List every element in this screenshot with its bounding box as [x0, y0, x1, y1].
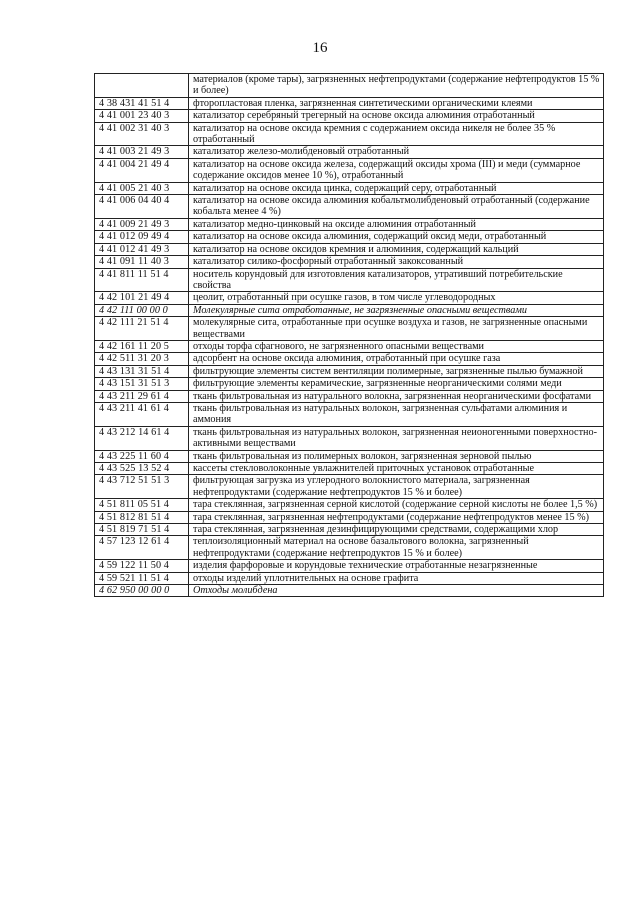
waste-description-cell: тара стеклянная, загрязненная серной кислотой (содержание серной кислоты не более 1,5 %): [189, 499, 604, 511]
waste-description-cell: отходы торфа сфагнового, не загрязненного опасными веществами: [189, 340, 604, 352]
waste-description-cell: материалов (кроме тары), загрязненных нефтепродуктами (содержание нефтепродуктов 15 % и более): [189, 74, 604, 98]
waste-description-cell: катализатор на основе оксида железа, содержащий оксиды хрома (III) и меди (суммарное содержание оксидов менее 10 %), отработанный: [189, 158, 604, 182]
waste-code-cell: 4 41 001 23 40 3: [95, 110, 189, 122]
table-row: [95, 353, 604, 365]
waste-code-cell: 4 38 431 41 51 4: [95, 97, 189, 109]
waste-code-cell: 4 43 131 31 51 4: [95, 365, 189, 377]
waste-description-cell: кассеты стекловолоконные увлажнителей приточных установок отработанные: [189, 463, 604, 475]
waste-code-cell: 4 41 012 09 49 4: [95, 231, 189, 243]
table-row: [95, 340, 604, 352]
waste-description-cell: тара стеклянная, загрязненная нефтепродуктами (содержание нефтепродуктов менее 15 %): [189, 511, 604, 523]
waste-description-cell: ткань фильтровальная из натуральных волокон, загрязненная неионогенными поверхностно-активными веществами: [189, 426, 604, 450]
table-row: [95, 426, 604, 450]
table-row: [95, 317, 604, 341]
table-row: [95, 97, 604, 109]
waste-description-cell: фторопластовая пленка, загрязненная синтетическими органическими клеями: [189, 97, 604, 109]
table-row: [95, 256, 604, 268]
waste-classification-table: [94, 73, 604, 597]
waste-code-cell: 4 62 950 00 00 0: [95, 585, 189, 597]
waste-code-cell: 4 59 122 11 50 4: [95, 560, 189, 572]
waste-code-cell: 4 43 225 11 60 4: [95, 450, 189, 462]
waste-description-cell: тара стеклянная, загрязненная дезинфицирующими средствами, содержащими хлор: [189, 524, 604, 536]
page-number: 16: [312, 40, 328, 56]
waste-description-cell: катализатор силико-фосфорный отработанный закоксованный: [189, 256, 604, 268]
waste-description-cell: адсорбент на основе оксида алюминия, отработанный при осушке газа: [189, 353, 604, 365]
waste-code-cell: 4 43 151 31 51 3: [95, 378, 189, 390]
table-row: [95, 146, 604, 158]
waste-description-cell: ткань фильтровальная из полимерных волокон, загрязненная зерновой пылью: [189, 450, 604, 462]
waste-code-cell: 4 42 111 00 00 0: [95, 304, 189, 316]
table-row: [95, 402, 604, 426]
waste-code-cell: 4 59 521 11 51 4: [95, 572, 189, 584]
table-row: [95, 536, 604, 560]
waste-description-cell: катализатор на основе оксида цинка, содержащий серу, отработанный: [189, 182, 604, 194]
waste-description-cell: изделия фарфоровые и корундовые технические отработанные незагрязненные: [189, 560, 604, 572]
table-row: [95, 292, 604, 304]
waste-description-cell: ткань фильтровальная из натурального волокна, загрязненная неорганическими фосфатами: [189, 390, 604, 402]
table-row: [95, 572, 604, 584]
waste-description-cell: катализатор железо-молибденовый отработанный: [189, 146, 604, 158]
waste-code-cell: [95, 74, 189, 98]
table-row: [95, 110, 604, 122]
waste-code-cell: 4 41 012 41 49 3: [95, 243, 189, 255]
waste-code-cell: 4 41 009 21 49 3: [95, 218, 189, 230]
waste-code-cell: 4 43 212 14 61 4: [95, 426, 189, 450]
waste-code-cell: 4 51 819 71 51 4: [95, 524, 189, 536]
waste-description-cell: ткань фильтровальная из натуральных волокон, загрязненная сульфатами алюминия и аммония: [189, 402, 604, 426]
table-row: [95, 378, 604, 390]
waste-description-cell: фильтрующая загрузка из углеродного волокнистого материала, загрязненная нефтепродуктами (содержание нефтепродуктов 15 % и более): [189, 475, 604, 499]
waste-code-cell: 4 41 006 04 40 4: [95, 195, 189, 219]
table-row: [95, 74, 604, 98]
table-row: [95, 218, 604, 230]
waste-description-cell: цеолит, отработанный при осушке газов, в том числе углеводородных: [189, 292, 604, 304]
table-row: [95, 560, 604, 572]
table-row: [95, 195, 604, 219]
waste-code-cell: 4 43 525 13 52 4: [95, 463, 189, 475]
waste-code-cell: 4 51 811 05 51 4: [95, 499, 189, 511]
waste-code-cell: 4 43 211 29 61 4: [95, 390, 189, 402]
waste-description-cell: фильтрующие элементы керамические, загрязненные неорганическими солями меди: [189, 378, 604, 390]
table-row: [95, 475, 604, 499]
waste-code-cell: 4 43 211 41 61 4: [95, 402, 189, 426]
table-row: [95, 304, 604, 316]
waste-description-cell: отходы изделий уплотнительных на основе графита: [189, 572, 604, 584]
table-row: [95, 122, 604, 146]
table-row: [95, 231, 604, 243]
waste-description-cell: катализатор серебряный трегерный на основе оксида алюминия отработанный: [189, 110, 604, 122]
table-row: [95, 182, 604, 194]
waste-code-cell: 4 42 101 21 49 4: [95, 292, 189, 304]
waste-description-cell: носитель корундовый для изготовления катализаторов, утративший потребительские свойства: [189, 268, 604, 292]
table-row: [95, 268, 604, 292]
table-row: [95, 243, 604, 255]
waste-description-cell: молекулярные сита, отработанные при осушке воздуха и газов, не загрязненные опасными веществами: [189, 317, 604, 341]
waste-description-cell: катализатор медно-цинковый на оксиде алюминия отработанный: [189, 218, 604, 230]
waste-description-cell: Отходы молибдена: [189, 585, 604, 597]
waste-code-cell: 4 41 002 31 40 3: [95, 122, 189, 146]
waste-code-cell: 4 42 511 31 20 3: [95, 353, 189, 365]
waste-code-cell: 4 42 111 21 51 4: [95, 317, 189, 341]
waste-code-cell: 4 51 812 81 51 4: [95, 511, 189, 523]
table-row: [95, 511, 604, 523]
waste-code-cell: 4 41 811 11 51 4: [95, 268, 189, 292]
table-row: [95, 158, 604, 182]
waste-description-cell: катализатор на основе оксида кремния с содержанием оксида никеля не более 35 % отработанный: [189, 122, 604, 146]
table-row: [95, 585, 604, 597]
waste-description-cell: Молекулярные сита отработанные, не загрязненные опасными веществами: [189, 304, 604, 316]
table-row: [95, 524, 604, 536]
waste-description-cell: катализатор на основе оксидов кремния и алюминия, содержащий кальций: [189, 243, 604, 255]
waste-code-cell: 4 41 003 21 49 3: [95, 146, 189, 158]
table-row: [95, 463, 604, 475]
table-row: [95, 390, 604, 402]
table-row: [95, 365, 604, 377]
table-row: [95, 450, 604, 462]
waste-description-cell: катализатор на основе оксида алюминия, содержащий оксид меди, отработанный: [189, 231, 604, 243]
waste-code-cell: 4 42 161 11 20 5: [95, 340, 189, 352]
waste-code-cell: 4 41 004 21 49 4: [95, 158, 189, 182]
waste-code-cell: 4 43 712 51 51 3: [95, 475, 189, 499]
table-row: [95, 499, 604, 511]
waste-code-cell: 4 41 005 21 40 3: [95, 182, 189, 194]
table-body: [95, 74, 604, 597]
waste-description-cell: катализатор на основе оксида алюминия кобальтмолибденовый отработанный (содержание кобальта менее 4 %): [189, 195, 604, 219]
waste-description-cell: фильтрующие элементы систем вентиляции полимерные, загрязненные пылью бумажной: [189, 365, 604, 377]
waste-code-cell: 4 57 123 12 61 4: [95, 536, 189, 560]
waste-code-cell: 4 41 091 11 40 3: [95, 256, 189, 268]
waste-description-cell: теплоизоляционный материал на основе базальтового волокна, загрязненный нефтепродуктами (содержание нефтепродуктов 15 % и более): [189, 536, 604, 560]
